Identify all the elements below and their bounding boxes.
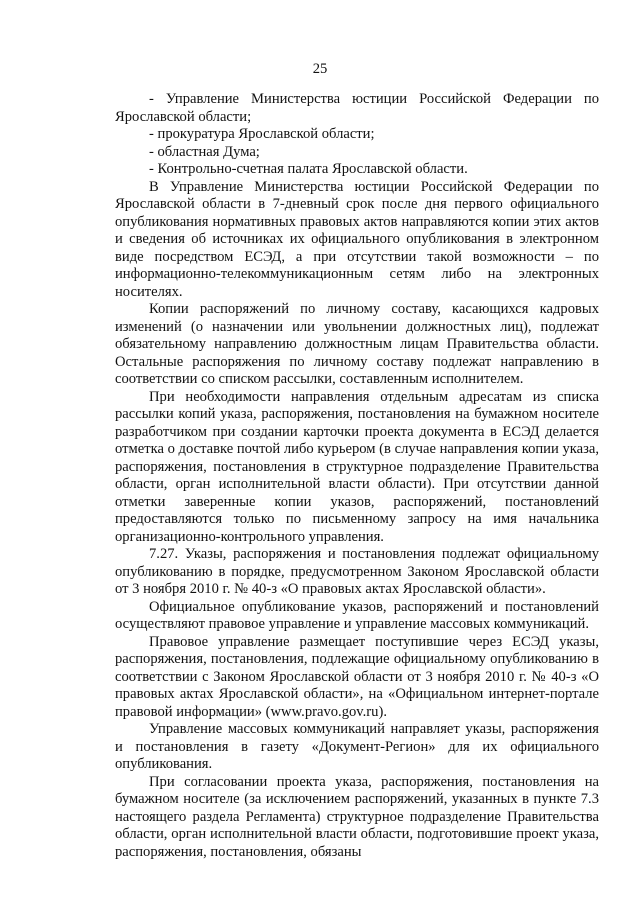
paragraph: При необходимости направления отдельным адресатам из списка рассылки копий указа, распоряжения, постановления на бумажном носителе разработчиком при создании карточки проекта документа в ЕСЭД делается отметка о доставке почтой либо курьером (в случае направления копии указа, распоряжения, постановления в структурное подразделение Правительства области, орган исполнительной власти области). При отсутствии данной отметки заверенные копии указов, распоряжений, постановлений предоставляются только по письменному запросу на имя начальника организационно-контрольного управления. — [115, 388, 599, 545]
paragraph: Правовое управление размещает поступившие через ЕСЭД указы, распоряжения, постановления, подлежащие официальному опубликованию в соответствии с Законом Ярославской области от 3 ноября 2010 г. № 40-з «О правовых актах Ярославской области», на «Официальном интернет-портале правовой информации» (www.pravo.gov.ru). — [115, 633, 599, 720]
paragraph: Копии распоряжений по личному составу, касающихся кадровых изменений (о назначении или увольнении должностных лиц), подлежат обязательному направлению должностным лицам Правительства области. Остальные распоряжения по личному составу подлежат направлению в соответствии со списком рассылки, составленным исполнителем. — [115, 301, 599, 387]
paragraph: - Управление Министерства юстиции Российской Федерации по Ярославской области; — [115, 91, 599, 125]
paragraph: Официальное опубликование указов, распоряжений и постановлений осуществляют правовое управление и управление массовых коммуникаций. — [115, 598, 599, 632]
paragraph: При согласовании проекта указа, распоряжения, постановления на бумажном носителе (за исключением распоряжений, указанных в пункте 7.3 настоящего раздела Регламента) структурное подразделение Правительства области, орган исполнительной власти области, подготовившие проект указа, распоряжения, постановления, обязаны — [115, 773, 599, 860]
document-body — [115, 91, 599, 861]
paragraph: - прокуратура Ярославской области; — [149, 126, 375, 142]
paragraph: - Контрольно-счетная палата Ярославской области. — [149, 161, 468, 177]
paragraph: - областная Дума; — [149, 143, 260, 160]
paragraph: 7.27. Указы, распоряжения и постановления подлежат официальному опубликованию в порядке, предусмотренном Законом Ярославской области от 3 ноября 2010 г. № 40-з «О правовых актах Ярославской области». — [115, 546, 599, 597]
paragraph: Управление массовых коммуникаций направляет указы, распоряжения и постановления в газету «Документ-Регион» для их официального опубликования. — [115, 721, 599, 772]
page-number: 25 — [312, 61, 328, 77]
paragraph: В Управление Министерства юстиции Российской Федерации по Ярославской области в 7-дневный срок после дня первого официального опубликования нормативных правовых актов направляются копии этих актов и сведения об источниках их официального опубликования в электронном виде посредством ЕСЭД, а при отсутствии такой возможности – по информационно-телекоммуникационным сетям либо на электронных носителях. — [115, 178, 599, 300]
